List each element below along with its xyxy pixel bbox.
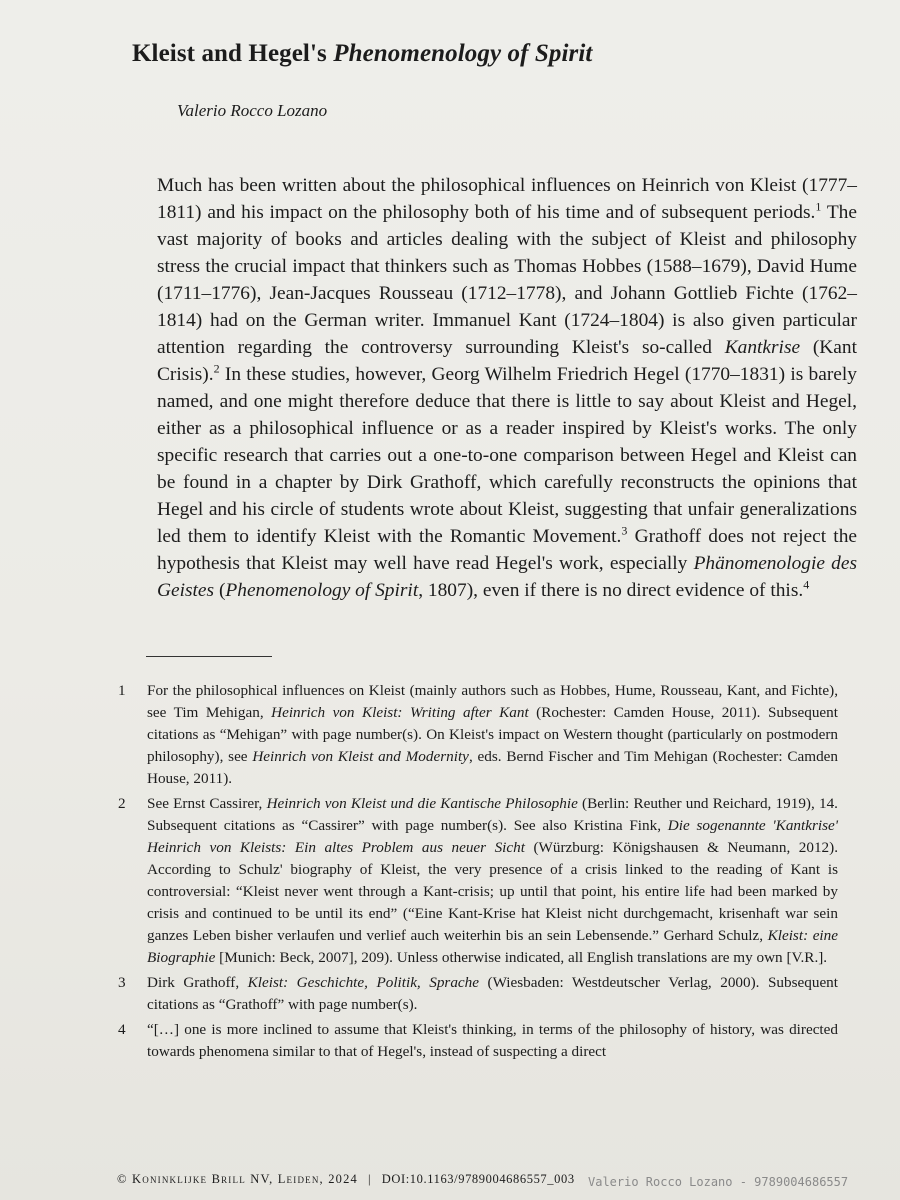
footnotes-section (118, 680, 838, 1066)
footnote-segment: (Rochester: Camden House, 2011). Subsequent citations as “Mehigan” with page number(s). On Kleist's impact on Western thought (particularly on postmodern philosophy), see (147, 704, 838, 765)
footnote-text (147, 680, 838, 790)
footnote-segment: See Ernst Cassirer, (147, 795, 267, 812)
footnote-italic: Heinrich von Kleist und die Kantische Philosophie (266, 795, 578, 812)
footnote-1 (118, 680, 838, 790)
footnote-number: 1 (118, 682, 126, 699)
footnote-ref-4[interactable]: 4 (803, 577, 810, 592)
footnote-segment: , eds. Bernd Fischer and Tim Mehigan (Rochester: Camden House, 2011). (147, 748, 838, 787)
chapter-title (132, 40, 872, 68)
body-text: Much has been written about the philosophical influences on Heinrich von Kleist (1777–1811) and his impact on the philosophy both of his time and of subsequent periods. (157, 175, 857, 223)
footnote-divider (146, 656, 272, 657)
body-italic: Phänomenologie des Geistes (157, 553, 857, 601)
footer-separator: | (368, 1172, 372, 1186)
footnote-italic: Die sogenannte 'Kantkrise' Heinrich von Kleists: Ein altes Problem aus neuer Sicht (147, 817, 838, 856)
body-italic: Phenomenology of Spirit (225, 580, 419, 601)
footnote-text (147, 1019, 838, 1063)
footnote-segment: (Berlin: Reuther und Reichard, 1919), 14. Subsequent citations as “Cassirer” with page number(s). See also Kristina Fink, (147, 795, 838, 834)
footnote-text (147, 793, 838, 969)
footnote-ref-3[interactable]: 3 (621, 523, 628, 538)
footnote-segment: “[…] one is more inclined to assume that Kleist's thinking, in terms of the philosophy of history, was directed towards phenomena similar to that of Hegel's, instead of suspecting a direct (147, 1021, 838, 1060)
footnote-ref-1[interactable]: 1 (815, 199, 822, 214)
chapter-author: Valerio Rocco Lozano (177, 101, 328, 120)
footnote-segment: Dirk Grathoff, (147, 974, 248, 991)
footnote-2 (118, 793, 838, 969)
body-paragraph (157, 172, 857, 604)
footnote-segment: (Würzburg: Königshausen & Neumann, 2012). According to Schulz' biography of Kleist, the very presence of a crisis linked to the reading of Kant is controversial: “Kleist never went through a Kant-crisis; up until that point, his entire life had been marked by crisis and continued to be until its end” (“Eine Kant-Krise hat Kleist nicht durchgemacht, krisenhaft war sein ganzes Leben bisher verlaufen und verlief auch weiterhin bis an sein Lebensende.” Gerhard Schulz, (147, 839, 838, 944)
footnote-number: 3 (118, 974, 126, 991)
footnote-text (147, 972, 838, 1016)
footnote-number: 2 (118, 795, 126, 812)
footnote-number: 4 (118, 1021, 126, 1038)
body-text: (Kant Crisis). (157, 337, 857, 385)
body-text: ( (214, 580, 226, 601)
footnote-segment: For the philosophical influences on Kleist (mainly authors such as Hobbes, Hume, Rousseau, Kant, and Fichte), see Tim Mehigan, (147, 682, 838, 721)
body-text: Grathoff does not reject the hypothesis that Kleist may well have read Hegel's work, especially (157, 526, 857, 574)
body-text: , 1807), even if there is no direct evidence of this. (418, 580, 804, 601)
footnote-italic: Heinrich von Kleist: Writing after Kant (271, 704, 529, 721)
footnote-italic: Heinrich von Kleist and Modernity (252, 748, 469, 765)
download-watermark: Valerio Rocco Lozano - 9789004686557 (588, 1175, 849, 1189)
footnote-4 (118, 1019, 838, 1063)
chapter-title-italic: Phenomenology of Spirit (333, 40, 593, 67)
footnote-segment: (Wiesbaden: Westdeutscher Verlag, 2000). Subsequent citations as “Grathoff” with page number(s). (147, 974, 838, 1013)
footnote-3 (118, 972, 838, 1016)
body-italic: Kantkrise (724, 337, 801, 358)
footnote-italic: Kleist: Geschichte, Politik, Sprache (247, 974, 480, 991)
footnote-ref-2[interactable]: 2 (213, 361, 220, 376)
copyright-notice: © Koninklijke Brill NV, Leiden, 2024 (117, 1172, 358, 1186)
footnote-italic: Kleist: eine Biographie (147, 927, 838, 966)
body-text: The vast majority of books and articles dealing with the subject of Kleist and philosophy stress the crucial impact that thinkers such as Thomas Hobbes (1588–1679), David Hume (1711–1776), Jean-Jacques Rousseau (1712–1778), and Johann Gottlieb Fichte (1762–1814) had on the German writer. Immanuel Kant (1724–1804) is also given particular attention regarding the controversy surrounding Kleist's so-called (157, 202, 857, 358)
chapter-title-main: Kleist and Hegel's (132, 40, 334, 67)
body-text: In these studies, however, Georg Wilhelm Friedrich Hegel (1770–1831) is barely named, and one might therefore deduce that there is little to say about Kleist and Hegel, either as a philosophical influence or as a reader inspired by Kleist's works. The only specific research that carries out a one-to-one comparison between Hegel and Kleist can be found in a chapter by Dirk Grathoff, which carefully reconstructs the opinions that Hegel and his circle of students wrote about Kleist, suggesting that unfair generalizations led them to identify Kleist with the Romantic Movement. (157, 364, 857, 547)
doi-link[interactable]: DOI:10.1163/9789004686557_003 (381, 1172, 575, 1186)
footnote-segment: [Munich: Beck, 2007], 209). Unless otherwise indicated, all English translations are my own [V.R.]. (215, 949, 828, 966)
